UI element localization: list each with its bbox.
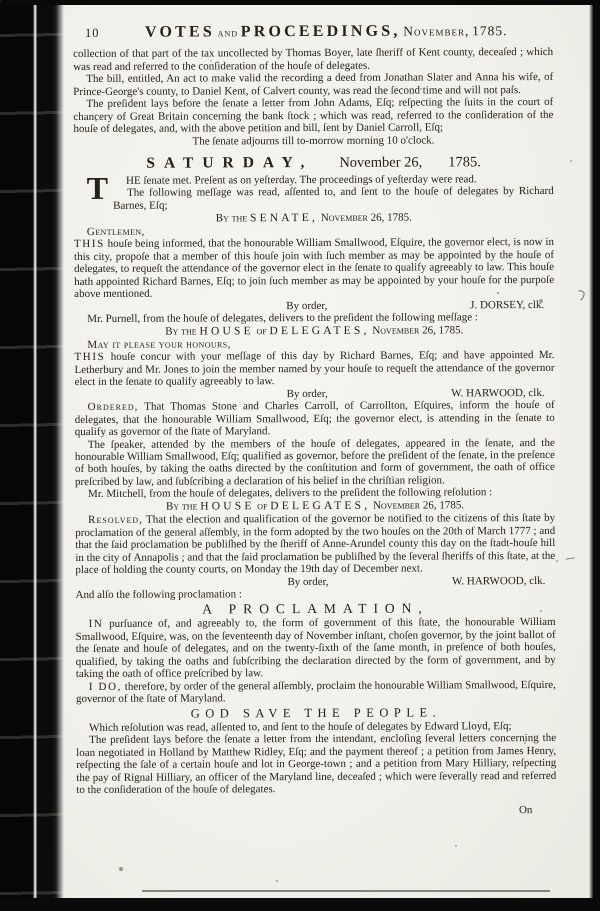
page-title: [100, 22, 554, 41]
scan-noise-specks: [0, 0, 2, 2]
head-delegates: DELEGATES,: [270, 500, 371, 513]
lead-word: I DO,: [88, 680, 123, 693]
lead-word: THIS: [73, 238, 105, 251]
head-of: of: [257, 500, 268, 513]
scan-edge-bottom: [0, 898, 600, 911]
head-house: HOUSE: [199, 325, 254, 338]
paragraph-purnell: Mr. Purnell, from the houſe of delegates, delivers to the preſident the following meſſage :: [87, 311, 479, 326]
head-by-the: By the: [215, 212, 248, 225]
page-edge-shadow: [142, 890, 550, 892]
paragraph-proclamation-1: [76, 616, 556, 680]
proclamation-text-1: purſuance of, and agreeably to, the form of government of this ſtate, the honourable William Smallwood, Eſquire, was, on the ſeventeenth day of November inſtant, choſen governor, by the joint ballot of the ſenate and houſe of delegates, and on the twenty-ſixth of the ſame month, in preſence of both houſes, qualified, by taking the oaths and ſubſcribing the declaration directed by the form of government, and by taking the oath of office preſcribed by law.: [75, 616, 556, 681]
title-and: and: [217, 27, 239, 40]
resolved-text: That the election and qualification of the governor be notified to the citizens of this ſtate by proclamation of the general aſſembly, in the form adopted by the two houſes on the 20th of March 1777 ; and that the ſaid proclamation be publiſhed by the ſheriff of Anne-Arundel county this day on the ſtadt-houſe hill in the city of Annapolis ; and that the ſaid proclamation be publiſhed by the ſeveral ſheriffs of this ſtate, at the place of holding the county courts, on Monday the 19th day of December next.: [75, 512, 556, 577]
page-text-block: [73, 22, 557, 829]
proclamation-heading: A PROCLAMATION,: [202, 600, 429, 617]
paragraph-resolved: [75, 512, 555, 576]
head-date: November 26, 1785.: [320, 211, 412, 224]
head-date: November 26, 1785.: [372, 324, 464, 337]
salutation-gentlemen: Gentlemen,: [86, 225, 145, 238]
drop-cap: T: [86, 169, 109, 207]
session-heading: [74, 153, 554, 172]
head-house: HOUSE: [200, 500, 255, 513]
head-by-the: By the: [166, 500, 198, 513]
title-month: November,: [403, 23, 470, 39]
clerk-signature: W. HARWOOD, clk.: [451, 386, 545, 400]
head-senate: SENATE,: [249, 211, 319, 225]
paragraph-delegates-message: [74, 349, 554, 388]
message-sent-text: The following meſſage was read, aſſented to, and ſent to the houſe of delegates by Richard Barnes, Eſq;: [113, 185, 554, 212]
ink-smudge: [566, 557, 576, 563]
title-proceedings: PROCEEDINGS,: [240, 22, 401, 41]
head-delegates: DELEGATES,: [269, 324, 370, 338]
head-of: of: [256, 325, 267, 338]
paragraph-proclamation-2: [76, 679, 556, 706]
byline-dorsey: [74, 299, 554, 314]
clerk-signature: W. HARWOOD, clk.: [451, 574, 546, 587]
head-date: November 26, 1785.: [373, 499, 465, 513]
title-votes: VOTES: [144, 23, 215, 41]
paragraph-senate-met: [74, 169, 554, 212]
by-order-label: By order,: [286, 387, 328, 400]
session-date: November 26,: [339, 154, 423, 171]
title-year: 1785.: [472, 23, 508, 39]
paragraph-senate-message: [74, 236, 554, 300]
head-by-the: By the: [165, 325, 197, 338]
book-binding-shadow-left: [0, 0, 64, 911]
paragraph-resolution-read: Which reſolution was read, aſſented to, and ſent to the houſe of delegates by Edward Lloyd, Eſq;: [89, 720, 512, 734]
lead-word: THIS: [74, 351, 106, 364]
paragraph-bill-deed: The bill, entitled, An act to make valid the recording a deed from Jonathan Slater and Anna his wife, of Prince-George's county, to Daniel Kent, of Calvert county, was read the ſecond time and will not paſs.: [73, 71, 554, 98]
clerk-signature: J. DORSEY, clk.: [470, 298, 545, 311]
scan-edge-top: [0, 0, 600, 5]
scan-edge-right: [589, 0, 600, 911]
paragraph-mitchell: Mr. Mitchell, from the houſe of delegates, delivers to the preſident the following reſolution :: [88, 486, 493, 501]
adjournment-line: The ſenate adjourns till to-morrow morning 10 o'clock.: [192, 134, 435, 148]
ordered-text: That Thomas Stone and Charles Carroll, of Carrollton, Eſquires, inform the houſe of delegates, that the honourable William Smallwood, Eſq; the governor elect, is attending in the ſenate to qualify as governor of the ſtate of Maryland.: [74, 399, 555, 439]
senate-message-text: houſe being informed, that the honourable William Smallwood, Eſquire, the governor elect, is now in this city, propoſe that a member of this houſe join with ſuch member as may be appointed by the houſe of delegates, to requeſt the attendance of the governor elect in the ſenate to qualify agreeably to law. This houſe hath appointed Richard Barnes, Eſq; to join ſuch member as may be appointed by your houſe for the purpoſe above mentioned.: [73, 236, 555, 301]
running-head: [73, 22, 553, 41]
senate-met-text: HE ſenate met. Preſent as on yeſterday. The proceedings of yeſterday were read.: [125, 173, 477, 187]
session-day: SATURDAY,: [146, 153, 314, 172]
lead-word: IN: [88, 618, 104, 631]
paragraph-tax-collection: collection of that part of the tax uncollected by Thomas Boyer, late ſheriff of Kent county, deceaſed ; which was read and referred to the conſideration of the houſe of delegates.: [73, 46, 554, 73]
salutation-honours: May it please your honours,: [87, 338, 231, 351]
god-save-the-people-line: GOD SAVE THE PEOPLE.: [190, 705, 442, 721]
by-order-label: By order,: [286, 299, 328, 312]
paragraph-speaker-qualification: The ſpeaker, attended by the members of the houſe of delegates, appeared in the ſenate, and the honourable William Smallwood, Eſq; qualified as governor, before the preſident of the ſenate, in the preſence of both houſes, by taking the oaths directed by the conſtitution and form of government, the oath of office preſcribed by law, and ſubſcribing a declaration of his belief in the chriſtian religion.: [74, 436, 555, 488]
by-order-label: By order,: [287, 575, 329, 588]
catchword: On: [518, 803, 533, 816]
ink-smudge: [573, 289, 586, 303]
session-year: 1785.: [448, 153, 481, 170]
page-number: 10: [84, 25, 100, 40]
paragraph-also-proclamation: And alſo the following proclamation :: [75, 588, 243, 602]
byline-harwood-2: [75, 574, 555, 589]
delegates-message-text: houſe concur with your meſſage of this day by Richard Barnes, Eſq; and have appointed Mr. Letherbury and Mr. Jones to join the member named by your houſe to requeſt the attendance of the governor elect in the ſenate to qualify agreeably to law.: [74, 349, 555, 389]
lead-word-ordered: Ordered,: [87, 400, 139, 414]
proclamation-text-2: therefore, by order of the general aſſembly, proclaim the honourable William Smallwood, Eſquire, governor of the ſtate of Maryland.: [75, 678, 556, 706]
paragraph-john-adams-letter: The preſident lays before the ſenate a letter from John Adams, Eſq; reſpecting the ſuits in the court of chancery of Great Britain concerning the bank ſtock ; which was read, referred to the conſideration of the houſe of delegates, and, with the above petition and bill, ſent by Daniel Carroll, Eſq;: [73, 96, 554, 136]
paragraph-ordered: [75, 399, 555, 438]
lead-word-resolved: Resolved,: [88, 514, 143, 527]
paragraph-intendant-letter: The preſident lays before the ſenate a letter from the intendant, encloſing ſeveral letters concerning the loan negotiated in Holland by Matthew Ridley, Eſq; and the payment thereof ; a petition from James Henry, reſpecting the ſale of a certain houſe and lot in George-town ; and a petition from Mary Hilliary, reſpecting the pay of Rignal Hilliary, an officer of the Maryland line, deceaſed ; which were ſeverally read and referred to the conſideration of the houſe of delegates.: [76, 732, 557, 797]
